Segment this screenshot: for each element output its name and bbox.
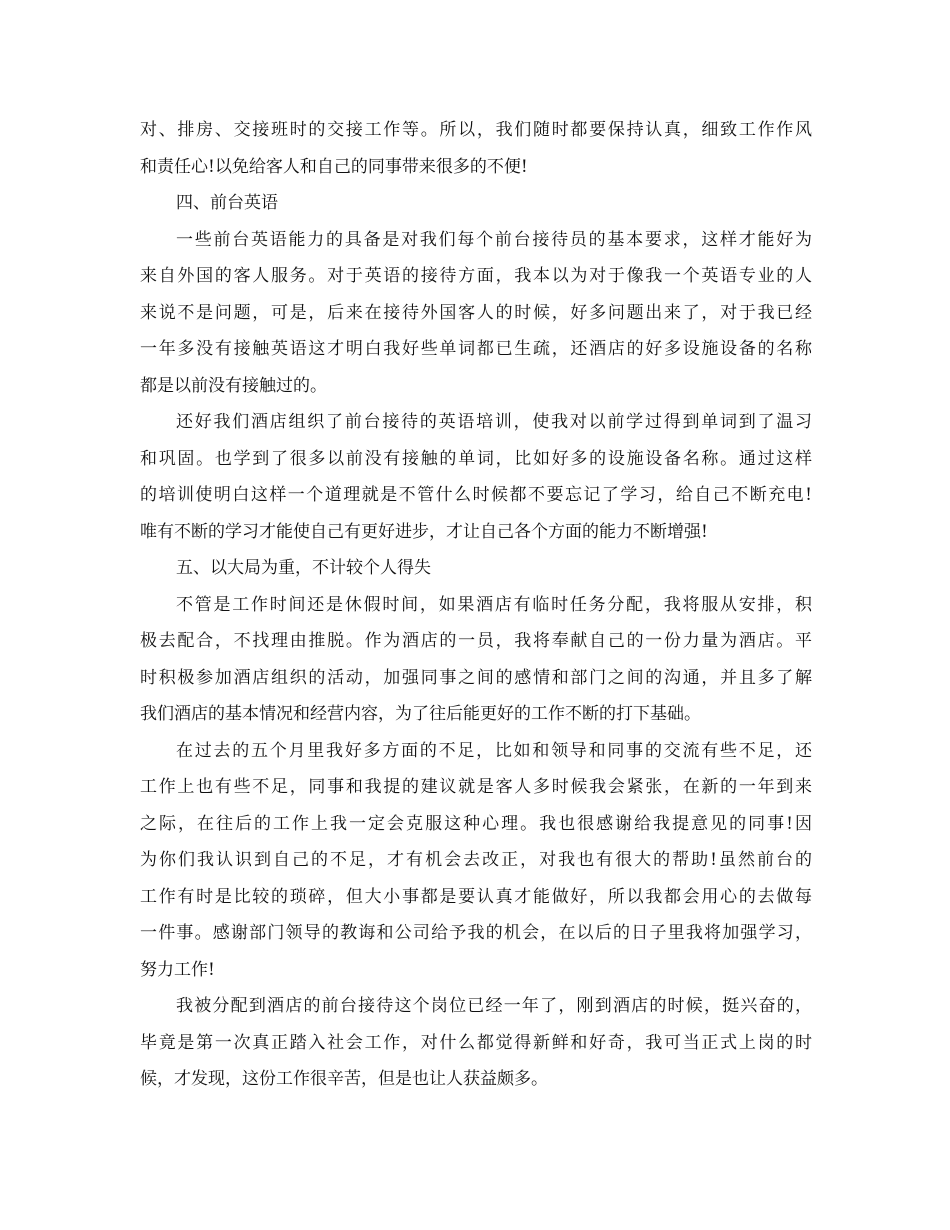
text-line: 都是以前没有接触过的。: [140, 375, 327, 396]
text-line: 的培训使明白这样一个道理就是不管什么时候都不要忘记了学习，给自己不断充电!: [140, 485, 812, 505]
text-line: 和巩固。也学到了很多以前没有接触的单词，比如好多的设施设备名称。通过这样: [140, 448, 812, 469]
text-line: 努力工作!: [140, 959, 215, 980]
text-line: 候，才发现，这份工作很辛苦，但是也让人获益颇多。: [140, 1069, 548, 1089]
text-line: 不管是工作时间还是休假时间，如果酒店有临时任务分配，我将服从安排，积: [176, 594, 812, 615]
text-line: 一年多没有接触英语这才明白我好些单词都已生疏，还酒店的好多设施设备的名称: [140, 339, 812, 359]
text-line: 和责任心!以免给客人和自己的同事带来很多的不便!: [140, 156, 528, 177]
text-line: 之际，在往后的工作上我一定会克服这种心理。我也很感谢给我提意见的同事!因: [140, 813, 812, 834]
text-line: 唯有不断的学习才能使自己有更好进步，才让自己各个方面的能力不断增强!: [140, 521, 708, 542]
text-line: 来自外国的客人服务。对于英语的接待方面，我本以为对于像我一个英语专业的人: [140, 266, 812, 286]
text-line: 一些前台英语能力的具备是对我们每个前台接待员的基本要求，这样才能好为: [176, 229, 812, 250]
text-line: 对、排房、交接班时的交接工作等。所以，我们随时都要保持认真，细致工作作风: [140, 120, 812, 140]
text-line: 毕竟是第一次真正踏入社会工作，对什么都觉得新鲜和好奇，我可当正式上岗的时: [140, 1032, 812, 1053]
document-body: [140, 112, 812, 1098]
section-heading: 五、以大局为重，不计较个人得失: [176, 558, 431, 578]
text-line: 时积极参加酒店组织的活动，加强同事之间的感情和部门之间的沟通，并且多了解: [140, 667, 812, 688]
text-line: 在过去的五个月里我好多方面的不足，比如和领导和同事的交流有些不足，还: [176, 740, 812, 761]
text-line: 还好我们酒店组织了前台接待的英语培训，使我对以前学过得到单词到了温习: [176, 412, 812, 432]
text-line: 工作上也有些不足，同事和我提的建议就是客人多时候我会紧张，在新的一年到来: [140, 777, 812, 797]
section-heading: 四、前台英语: [176, 193, 278, 213]
text-line: 工作有时是比较的琐碎，但大小事都是要认真才能做好，所以我都会用心的去做每: [140, 886, 812, 907]
text-line: 我们酒店的基本情况和经营内容，为了往后能更好的工作不断的打下基础。: [140, 704, 701, 724]
text-line: 一件事。感谢部门领导的教诲和公司给予我的机会，在以后的日子里我将加强学习，: [140, 923, 812, 943]
text-line: 为你们我认识到自己的不足，才有机会去改正，对我也有很大的帮助!虽然前台的: [140, 850, 812, 870]
text-line: 来说不是问题，可是，后来在接待外国客人的时候，好多问题出来了，对于我已经: [140, 302, 812, 323]
text-line: 我被分配到酒店的前台接待这个岗位已经一年了，刚到酒店的时候，挺兴奋的，: [176, 996, 812, 1016]
text-line: 极去配合，不找理由推脱。作为酒店的一员，我将奉献自己的一份力量为酒店。平: [140, 631, 812, 651]
